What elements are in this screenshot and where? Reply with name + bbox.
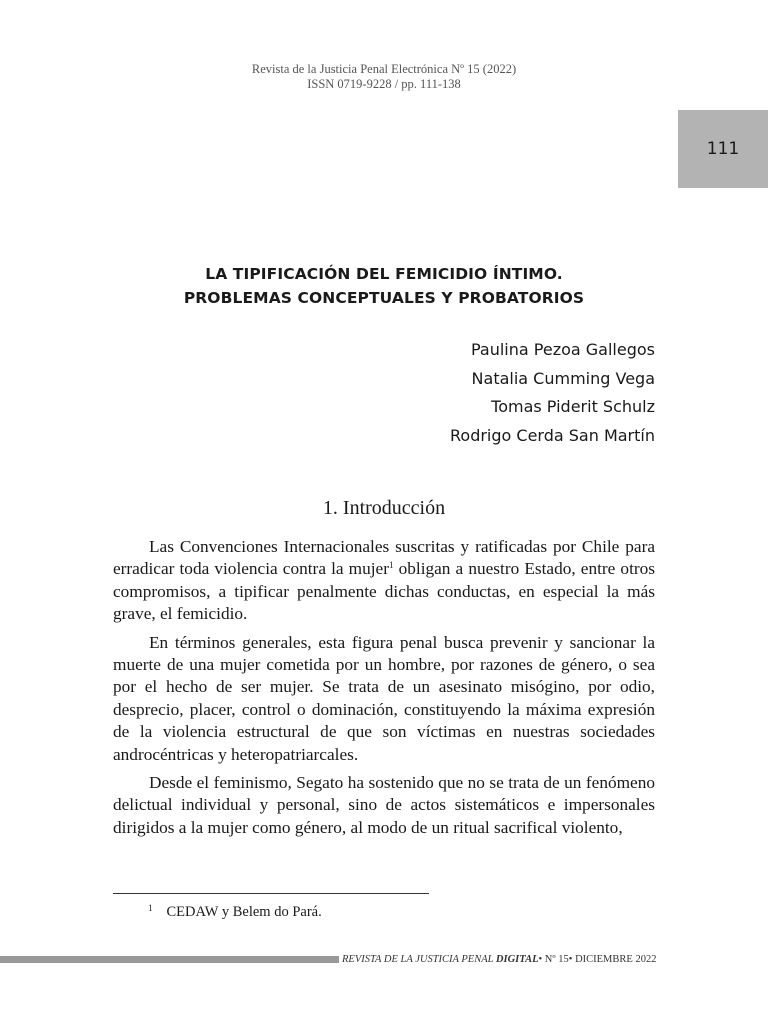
paragraph	[113, 536, 655, 626]
author-list	[450, 336, 655, 450]
footer-bar	[0, 956, 339, 963]
title-line-1: LA TIPIFICACIÓN DEL FEMICIDIO ÍNTIMO.	[205, 265, 563, 283]
issn-line: ISSN 0719-9228 / pp. 111-138	[307, 77, 461, 91]
author-name: Rodrigo Cerda San Martín	[450, 425, 655, 445]
section-heading: 1. Introducción	[322, 497, 446, 519]
running-header	[0, 62, 768, 92]
footnote-divider	[113, 893, 429, 894]
paragraph-text: Las Convenciones Internacionales suscritas y ratificadas por Chile para erradicar toda violencia contra la mujer	[113, 537, 655, 579]
page-number: 111	[706, 139, 740, 159]
footnote	[148, 899, 322, 921]
journal-line: Revista de la Justicia Penal Electrónica Nº 15 (2022)	[251, 62, 517, 76]
body-text	[113, 536, 655, 845]
running-footer	[342, 953, 656, 966]
paragraph-text: obligan a nuestro Estado, entre otros compromisos, a tipificar penalmente dichas conductas, en especial la más grave, el femicidio.	[113, 559, 655, 624]
footnote-number: 1	[148, 903, 153, 913]
footer-issue: • Nº 15• DICIEMBRE 2022	[538, 954, 657, 965]
page-number-tab	[678, 110, 768, 188]
author-name: Tomas Piderit Schulz	[491, 397, 655, 416]
paragraph: Desde el feminismo, Segato ha sostenido que no se trata de un fenómeno delictual individual y personal, sino de actos sistemáticos e impersonales dirigidos a la mujer como género, al modo de un ritual sacrifical violento,	[113, 773, 655, 837]
footnote-text: CEDAW y Belem do Pará.	[166, 904, 322, 920]
author-name: Paulina Pezoa Gallegos	[470, 340, 655, 359]
footer-journal-digital: DIGITAL	[495, 954, 539, 965]
paragraph: En términos generales, esta figura penal busca prevenir y sancionar la muerte de una mujer cometida por un hombre, por razones de género, o sea por el hecho de ser mujer. Se trata de un asesinato misógino, por odio, desprecio, placer, control o dominación, constituyendo la máxima expresión de la violencia estructural de que son víctimas en nuestras sociedades androcéntricas y heteropatriarcales.	[113, 632, 655, 764]
footnote-reference[interactable]: 1	[389, 560, 394, 571]
author-name: Natalia Cumming Vega	[471, 368, 655, 388]
footer-journal-name: REVISTA DE LA JUSTICIA PENAL	[342, 954, 496, 965]
article-title	[0, 262, 768, 310]
title-line-2: PROBLEMAS CONCEPTUALES Y PROBATORIOS	[183, 289, 585, 307]
